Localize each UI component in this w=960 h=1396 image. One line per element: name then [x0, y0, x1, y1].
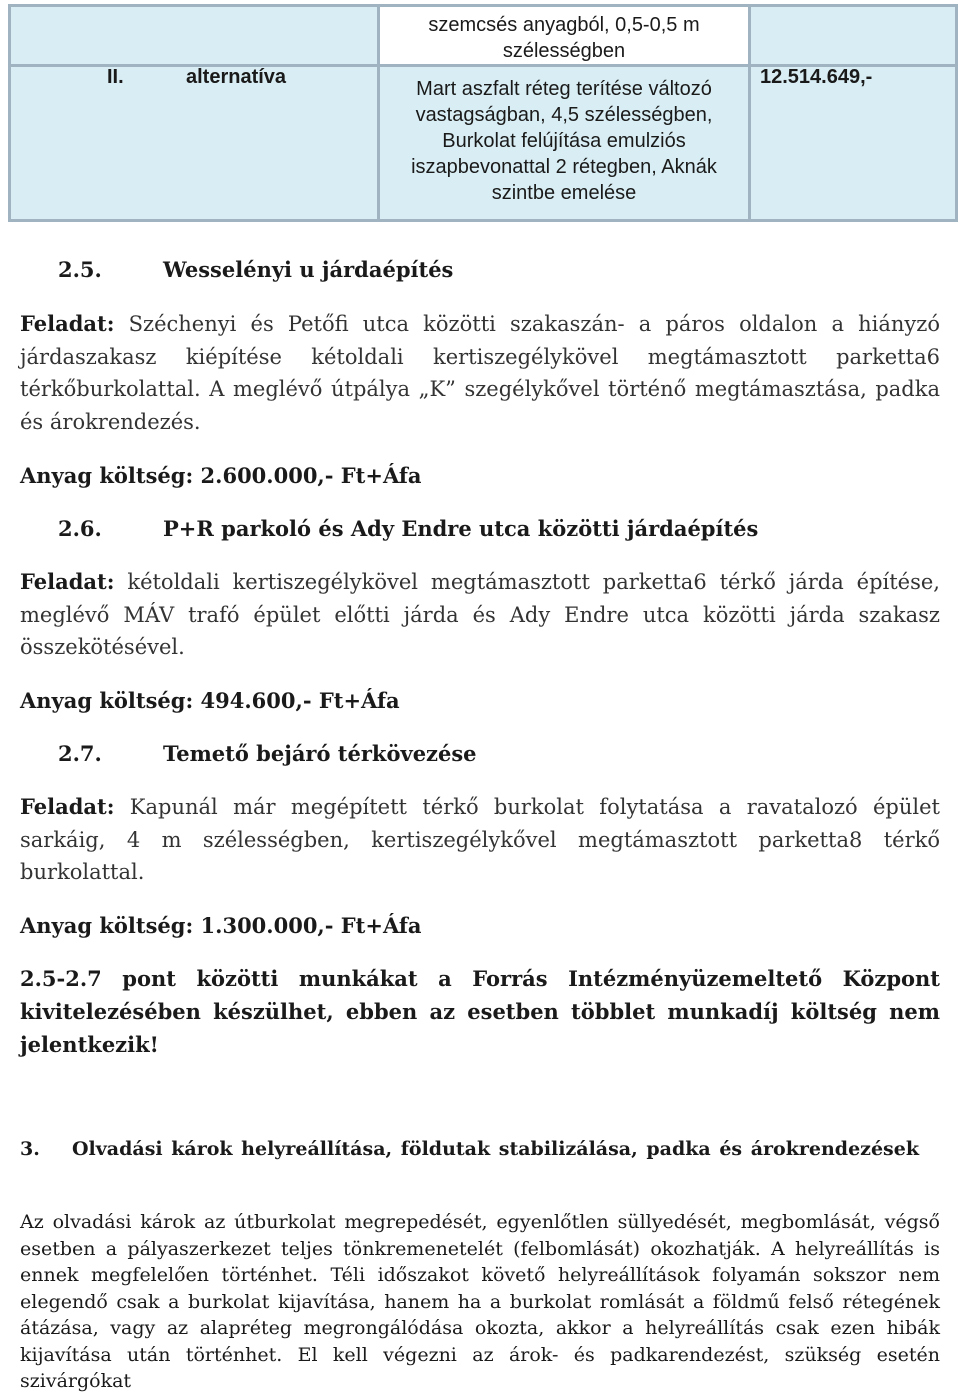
section-number: 2.5.: [58, 257, 102, 282]
table-cell-description: Mart aszfalt réteg terítése változó vastagságban, 4,5 szélességben, Burkolat felújítása emulziós iszapbevonattal 2 rétegben, Aknák szintbe emelése: [379, 66, 750, 221]
task-label: Feladat:: [20, 569, 115, 594]
section-task: [20, 308, 940, 438]
section-3-body: Az olvadási károk az útburkolat megrepedését, egyenlőtlen süllyedését, megbomlását, végső esetben a pályaszerkezet teljes tönkremenetelét (felbomlását) okozhatják. A helyreállítás is ennek megfelelően történhet. Téli időszakot követő helyreállítások folyamán sokszor nem elegendő csak a burkolat kijavítása, hanem ha a burkolat romlását a földmű felső rétegének átázása, vagy az alapréteg megrongálódása okozta, akkor a helyreállítás csak ezen hibák kijavítása után történhet. El kell végezni az árok- és padkarendezést, szükség esetén szivárgókat: [20, 1211, 940, 1392]
section-heading-2-7: [58, 741, 477, 766]
cost-table: [8, 4, 958, 222]
section-number: 2.6.: [58, 516, 102, 541]
section-heading-2-5: [58, 257, 453, 282]
section-title: P+R parkoló és Ady Endre utca közötti járdaépítés: [163, 516, 759, 541]
section-heading-3: [20, 1136, 940, 1163]
bold-note: 2.5-2.7 pont közötti munkákat a Forrás Intézményüzemeltető Központ kivitelezésében készülhet, ebben az esetben többlet munkadíj költség nem jelentkezik!: [20, 966, 940, 1057]
alternative-price: 12.514.649,-: [760, 66, 873, 88]
alternative-label: alternatíva: [186, 66, 287, 88]
section-heading-2-6: [58, 516, 758, 541]
section-number: 3.: [20, 1138, 40, 1160]
section-number: 2.7.: [58, 741, 102, 766]
task-text: Széchenyi és Petőfi utca közötti szakaszán- a páros oldalon a hiányzó járdaszakasz kiépítése kétoldali kertiszegélykövel megtámasztott parketta6 térkőburkolattal. A meglévő útpálya „K” szegélykővel történő megtámasztása, padka és árokrendezés.: [20, 312, 940, 434]
cost-line: Anyag költség: 494.600,- Ft+Áfa: [20, 688, 400, 713]
section-title: Temető bejáró térkövezése: [163, 741, 477, 766]
task-text: kétoldali kertiszegélykövel megtámasztott parketta6 térkő járda építése, meglévő MÁV trafó épület előtti járda és Ady Endre utca közötti járda szakasz összekötésével.: [20, 570, 940, 659]
task-label: Feladat:: [20, 794, 115, 819]
cost-line: Anyag költség: 2.600.000,- Ft+Áfa: [20, 463, 422, 488]
section-title: Wesselényi u járdaépítés: [163, 257, 454, 282]
table-row: [10, 6, 957, 66]
task-text: Kapunál már megépített térkő burkolat folytatása a ravatalozó épület sarkáig, 4 m szélességben, kertiszegélykővel megtámasztott parketta8 térkő burkolattal.: [20, 795, 940, 884]
task-label: Feladat:: [20, 311, 115, 336]
section-title: Olvadási károk helyreállítása, földutak stabilizálása, padka és árokrendezések: [72, 1138, 919, 1160]
table-cell-description: szemcsés anyagból, 0,5-0,5 m szélességben: [379, 6, 750, 66]
alternative-number: II.: [107, 66, 124, 88]
section-task: [20, 566, 940, 664]
section-task: [20, 791, 940, 889]
table-cell: [750, 6, 957, 66]
table-cell: [10, 6, 379, 66]
cost-line: Anyag költség: 1.300.000,- Ft+Áfa: [20, 913, 422, 938]
